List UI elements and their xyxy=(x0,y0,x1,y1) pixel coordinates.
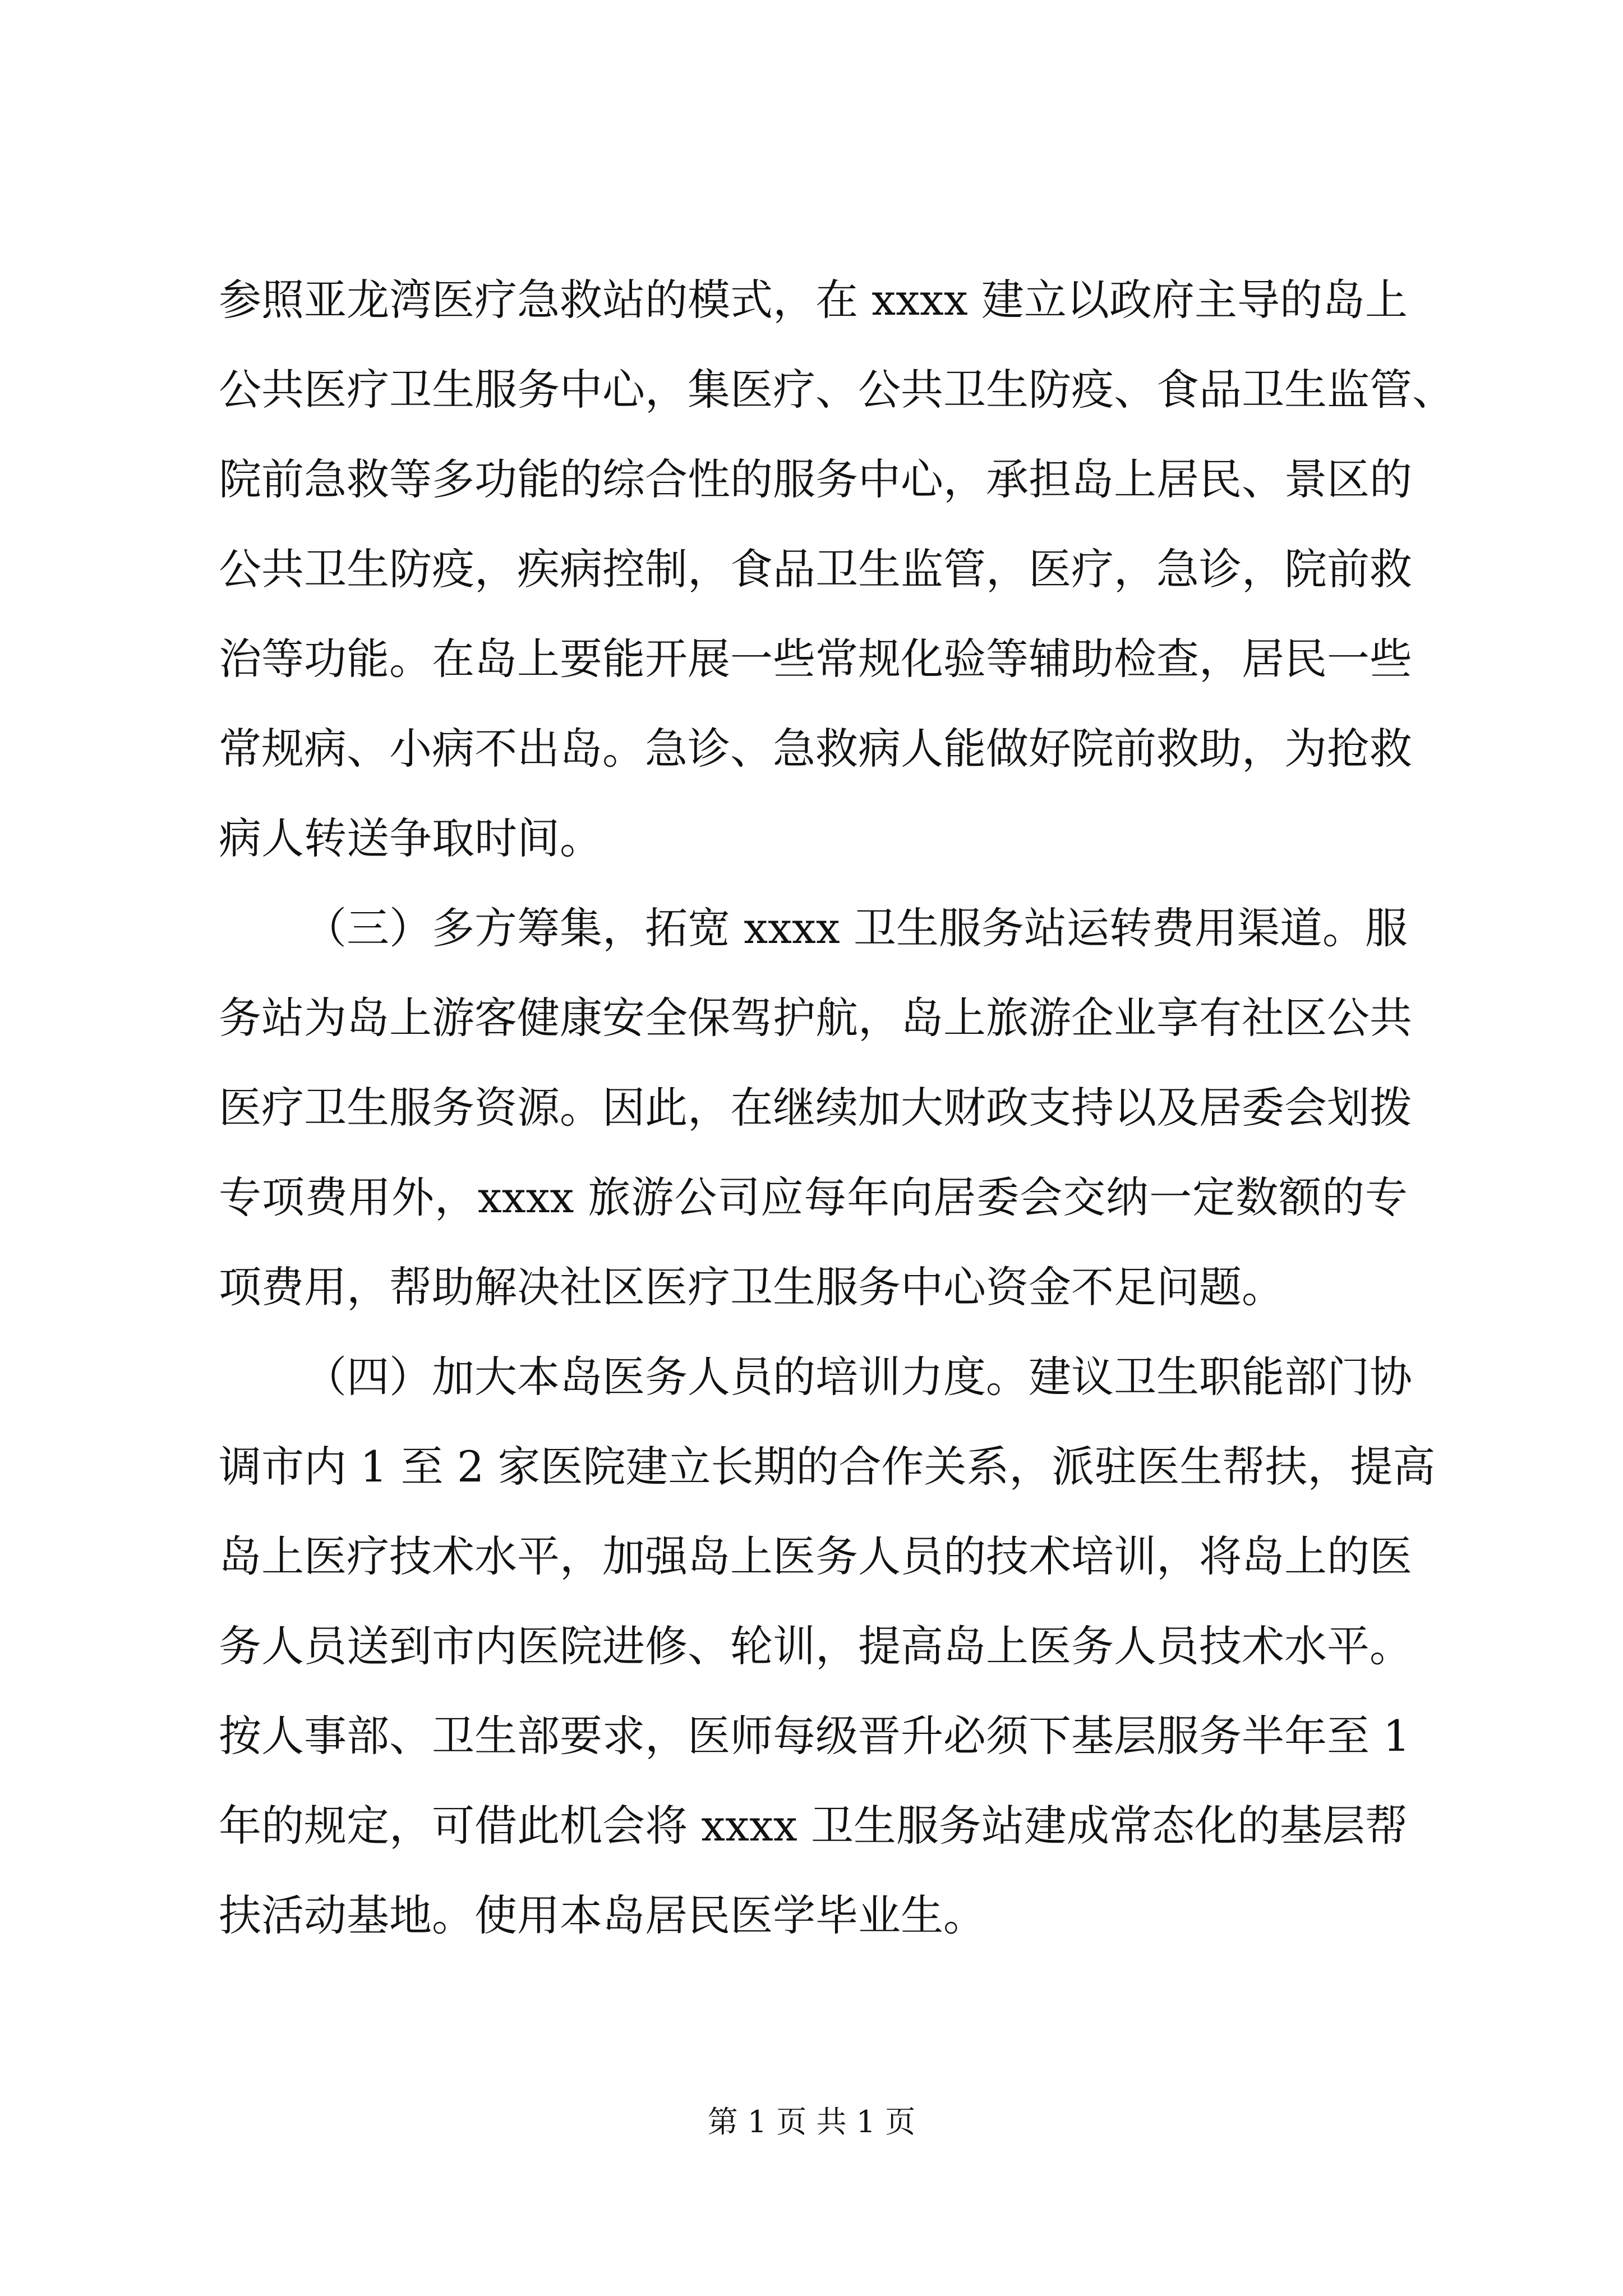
text-line: 调市内 1 至 2 家医院建立长期的合作关系，派驻医生帮扶，提高 xyxy=(219,1442,1436,1492)
body-text xyxy=(219,255,1455,1961)
text-line: （三）多方筹集，拓宽 xxxx 卫生服务站运转费用渠道。服 xyxy=(304,903,1408,953)
text-line: 岛上医疗技术水平，加强岛上医务人员的技术培训，将岛上的医 xyxy=(219,1531,1412,1581)
text-line: 公共卫生防疫，疾病控制，食品卫生监管，医疗，急诊，院前救 xyxy=(219,544,1412,594)
text-line: 项费用，帮助解决社区医疗卫生服务中心资金不足问题。 xyxy=(219,1262,1284,1312)
text-line: 公共医疗卫生服务中心，集医疗、公共卫生防疫、食品卫生监管、 xyxy=(219,365,1455,415)
text-line: 按人事部、卫生部要求，医师每级晋升必须下基层服务半年至 1 xyxy=(219,1711,1410,1761)
page-number-footer: 第 1 页 共 1 页 xyxy=(707,2104,916,2139)
text-line: 医疗卫生服务资源。因此，在继续加大财政支持以及居委会划拨 xyxy=(219,1083,1412,1133)
text-line: 务人员送到市内医院进修、轮训，提高岛上医务人员技术水平。 xyxy=(219,1621,1412,1671)
text-line: 治等功能。在岛上要能开展一些常规化验等辅助检查，居民一些 xyxy=(219,634,1412,684)
text-line: （四）加大本岛医务人员的培训力度。建议卫生职能部门协 xyxy=(304,1352,1412,1402)
text-line: 参照亚龙湾医疗急救站的模式，在 xxxx 建立以政府主导的岛上 xyxy=(219,275,1408,325)
text-line: 专项费用外，xxxx 旅游公司应每年向居委会交纳一定数额的专 xyxy=(219,1172,1408,1222)
text-line: 扶活动基地。使用本岛居民医学毕业生。 xyxy=(219,1890,986,1940)
text-line: 病人转送争取时间。 xyxy=(219,813,602,863)
text-line: 年的规定，可借此机会将 xxxx 卫生服务站建成常态化的基层帮 xyxy=(219,1801,1408,1851)
text-line: 常规病、小病不出岛。急诊、急救病人能做好院前救助，为抢救 xyxy=(219,724,1412,774)
text-line: 务站为岛上游客健康安全保驾护航，岛上旅游企业享有社区公共 xyxy=(219,993,1412,1043)
text-line: 院前急救等多功能的综合性的服务中心，承担岛上居民、景区的 xyxy=(219,454,1412,504)
